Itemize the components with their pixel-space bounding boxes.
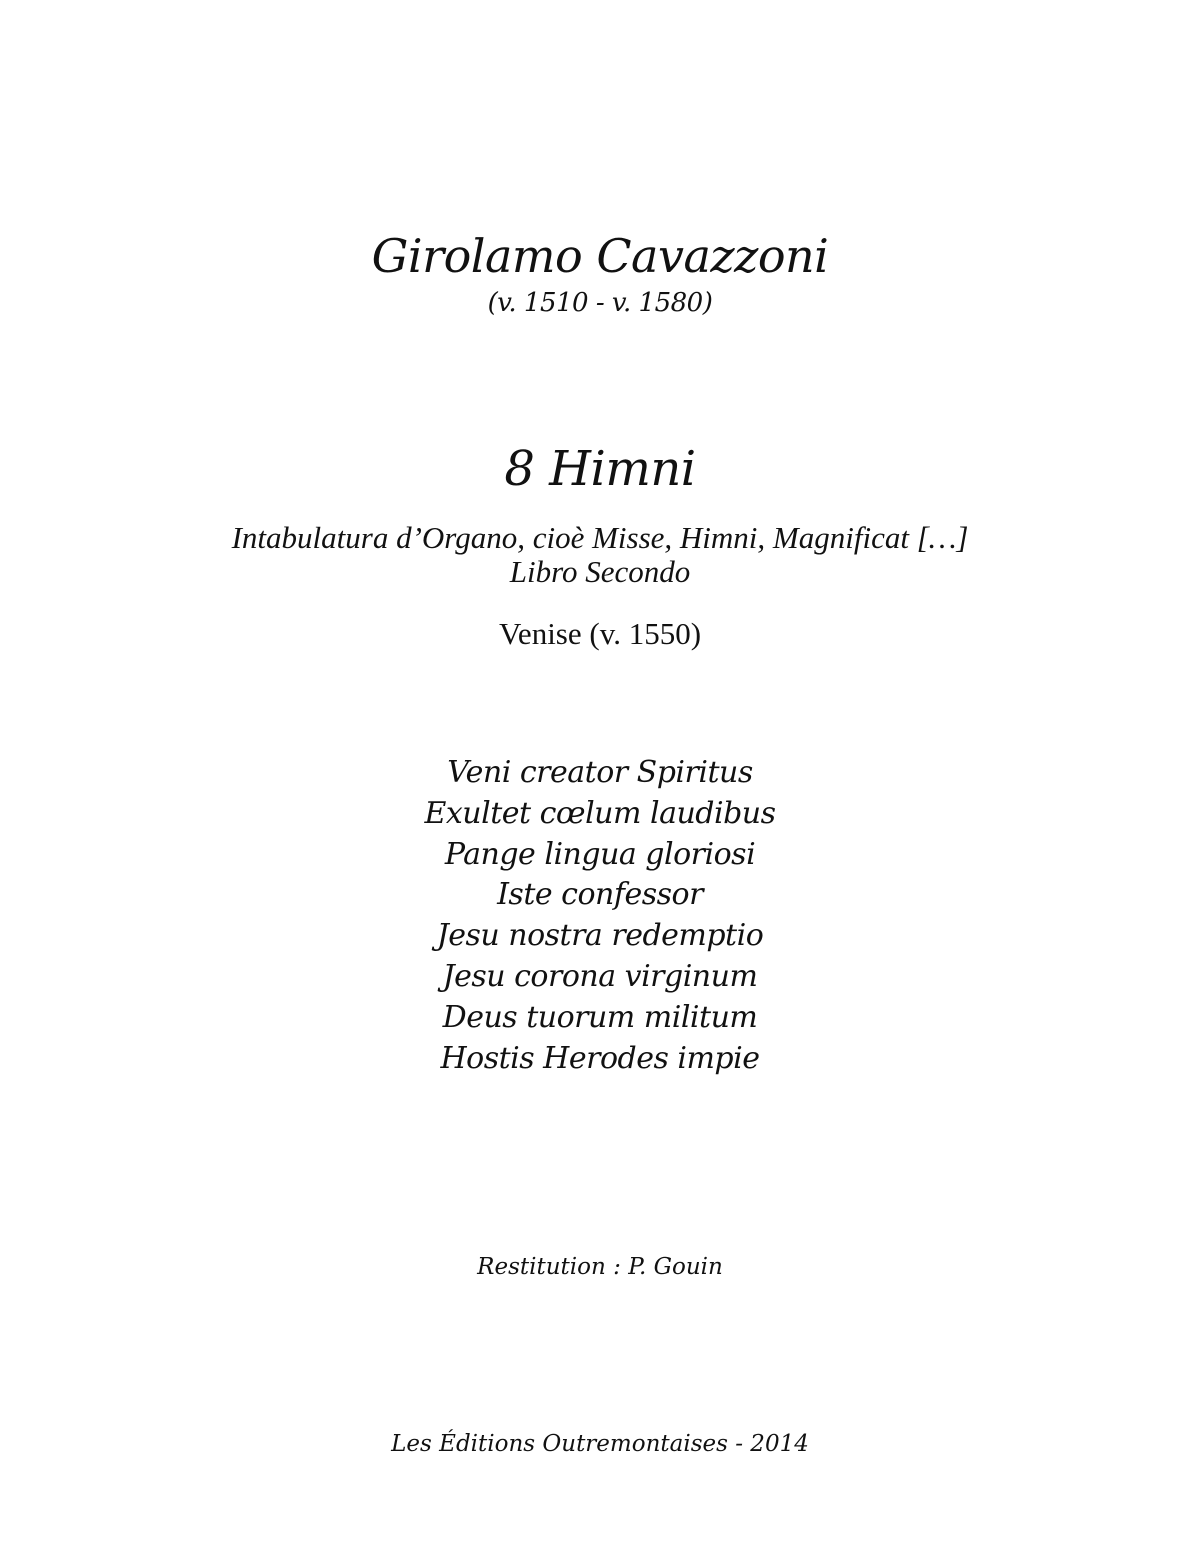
- work-subtitle-line-1: Intabulatura d’Organo, cioè Misse, Himni, Magnificat […]: [231, 520, 969, 555]
- hymn-item: Jesu nostra redemptio: [436, 918, 764, 954]
- hymn-item: Jesu corona virginum: [442, 958, 758, 994]
- composer-dates: (v. 1510 - v. 1580): [487, 288, 713, 318]
- hymn-item: Pange lingua gloriosi: [444, 836, 756, 872]
- work-title: 8 Himni: [504, 441, 696, 497]
- publisher-line: Les Éditions Outremontaises - 2014: [391, 1431, 809, 1457]
- hymn-item: Exultet cœlum laudibus: [424, 795, 776, 831]
- hymn-item: Veni creator Spiritus: [447, 755, 753, 790]
- place-date: Venise (v. 1550): [498, 616, 702, 651]
- restitution-credit: Restitution : P. Gouin: [477, 1254, 723, 1280]
- hymn-item: Deus tuorum militum: [442, 999, 758, 1035]
- hymn-item: Iste confessor: [497, 877, 703, 913]
- hymn-item: Hostis Herodes impie: [440, 1040, 760, 1076]
- work-subtitle-line-2: Libro Secondo: [509, 554, 691, 589]
- composer-name: Girolamo Cavazzoni: [371, 229, 829, 283]
- hymn-list: [0, 753, 1200, 1079]
